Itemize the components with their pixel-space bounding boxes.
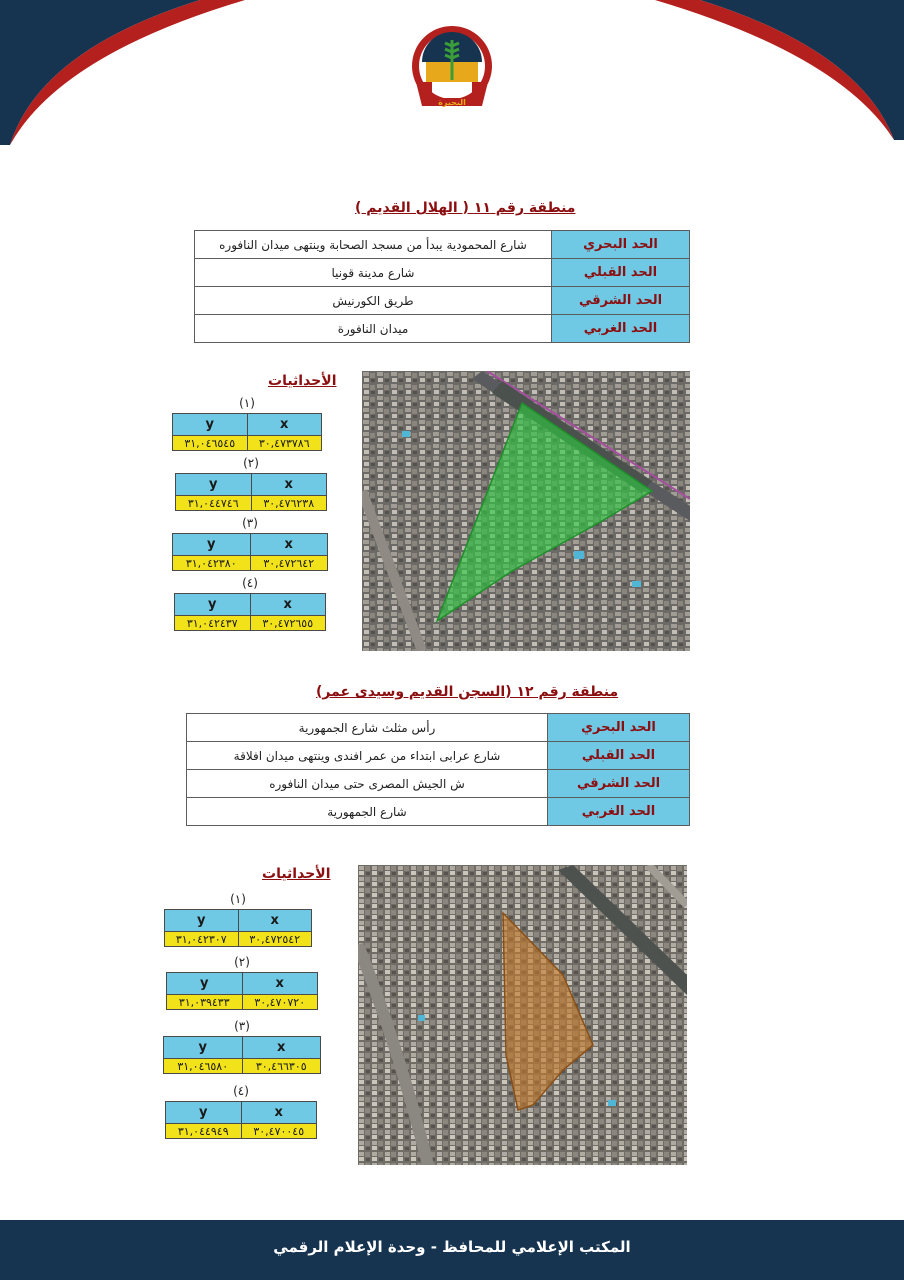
x-header: x — [247, 414, 322, 436]
zone-11-title: منطقة رقم ١١ ( الهلال القديم ) — [355, 200, 576, 216]
coordinate-table — [165, 1101, 317, 1139]
boundary-label: الحد البحري — [552, 231, 690, 259]
y-value: ٣١,٠٤٢٤٣٧ — [175, 616, 251, 631]
y-value: ٣١,٠٤٢٣٠٧ — [165, 932, 239, 947]
zone-12-coordinates-title: الأحداثيات — [262, 866, 331, 882]
coordinate-table — [166, 972, 318, 1010]
coordinate-point-number: (٤) — [233, 1084, 249, 1098]
boundary-label: الحد البحري — [548, 714, 690, 742]
y-header: y — [164, 1037, 243, 1059]
coordinate-table — [175, 473, 327, 511]
x-value: ٣٠,٤٧٣٧٨٦ — [247, 436, 322, 451]
y-value: ٣١,٠٤٤٩٤٩ — [166, 1124, 242, 1139]
boundary-value: شارع مدينة قونيا — [195, 259, 552, 287]
coordinate-table — [174, 593, 326, 631]
x-header: x — [250, 534, 328, 556]
x-header: x — [250, 594, 326, 616]
boundary-row — [195, 259, 690, 287]
y-header: y — [173, 534, 251, 556]
coordinate-point-number: (٤) — [242, 576, 258, 590]
coordinate-table — [164, 909, 312, 947]
x-header: x — [251, 474, 327, 496]
governorate-logo — [402, 22, 502, 116]
boundary-label: الحد الغربي — [552, 315, 690, 343]
y-value: ٣١,٠٣٩٤٣٣ — [167, 995, 243, 1010]
y-header: y — [166, 1102, 242, 1124]
y-header: y — [165, 910, 239, 932]
boundary-row — [195, 287, 690, 315]
x-value: ٣٠,٤٧٢٥٤٢ — [238, 932, 312, 947]
boundary-value: شارع المحمودية يبدأ من مسجد الصحابة وينتهى ميدان النافوره — [195, 231, 552, 259]
boundary-value: شارع عرابى ابتداء من عمر افندى وينتهى ميدان افلاقة — [187, 742, 548, 770]
boundary-label: الحد القبلي — [552, 259, 690, 287]
svg-text:البحيرة: البحيرة — [438, 98, 466, 107]
coordinate-table — [172, 533, 328, 571]
footer-text: المكتب الإعلامي للمحافظ - وحدة الإعلام الرقمي — [273, 1238, 631, 1256]
boundary-row — [195, 315, 690, 343]
zone-12-boundaries-table — [186, 713, 690, 826]
coordinate-point-number: (٣) — [234, 1019, 250, 1033]
x-header: x — [238, 910, 312, 932]
boundary-row — [195, 231, 690, 259]
y-value: ٣١,٠٤٤٧٤٦ — [176, 496, 252, 511]
boundary-row — [187, 714, 690, 742]
boundary-label: الحد الشرقي — [552, 287, 690, 315]
zone-11-boundaries-table — [194, 230, 690, 343]
x-value: ٣٠,٤٦٦٣٠٥ — [242, 1059, 321, 1074]
x-value: ٣٠,٤٧٢٦٥٥ — [250, 616, 326, 631]
y-header: y — [173, 414, 248, 436]
x-header: x — [242, 973, 318, 995]
boundary-value: ميدان النافورة — [195, 315, 552, 343]
x-value: ٣٠,٤٧٠٧٢٠ — [242, 995, 318, 1010]
y-header: y — [176, 474, 252, 496]
y-header: y — [167, 973, 243, 995]
coordinate-point-number: (٢) — [243, 456, 259, 470]
coordinate-point-number: (١) — [230, 892, 246, 906]
coordinate-point-number: (٢) — [234, 955, 250, 969]
coordinate-point-number: (١) — [239, 396, 255, 410]
x-value: ٣٠,٤٧٢٦٤٢ — [250, 556, 328, 571]
zone-11-coordinates-title: الأحداثيات — [268, 373, 337, 389]
x-value: ٣٠,٤٧٠٠٤٥ — [241, 1124, 317, 1139]
x-header: x — [242, 1037, 321, 1059]
boundary-value: طريق الكورنيش — [195, 287, 552, 315]
y-value: ٣١,٠٤٢٣٨٠ — [173, 556, 251, 571]
boundary-label: الحد القبلي — [548, 742, 690, 770]
boundary-value: شارع الجمهورية — [187, 798, 548, 826]
x-value: ٣٠,٤٧٦٢٣٨ — [251, 496, 327, 511]
zone-11-satellite-map — [362, 371, 690, 651]
coordinate-table — [172, 413, 322, 451]
boundary-row — [187, 742, 690, 770]
boundary-label: الحد الشرقي — [548, 770, 690, 798]
boundary-row — [187, 770, 690, 798]
coordinate-table — [163, 1036, 321, 1074]
zone-12-title: منطقة رقم ١٢ (السجن القديم وسيدى عمر) — [316, 684, 619, 700]
boundary-row — [187, 798, 690, 826]
y-value: ٣١,٠٤٦٥٤٥ — [173, 436, 248, 451]
coordinate-point-number: (٣) — [242, 516, 258, 530]
y-header: y — [175, 594, 251, 616]
x-header: x — [241, 1102, 317, 1124]
zone-12-satellite-map — [358, 865, 687, 1165]
boundary-value: ش الجيش المصرى حتى ميدان النافوره — [187, 770, 548, 798]
y-value: ٣١,٠٤٦٥٨٠ — [164, 1059, 243, 1074]
boundary-label: الحد الغربي — [548, 798, 690, 826]
boundary-value: رأس مثلث شارع الجمهورية — [187, 714, 548, 742]
